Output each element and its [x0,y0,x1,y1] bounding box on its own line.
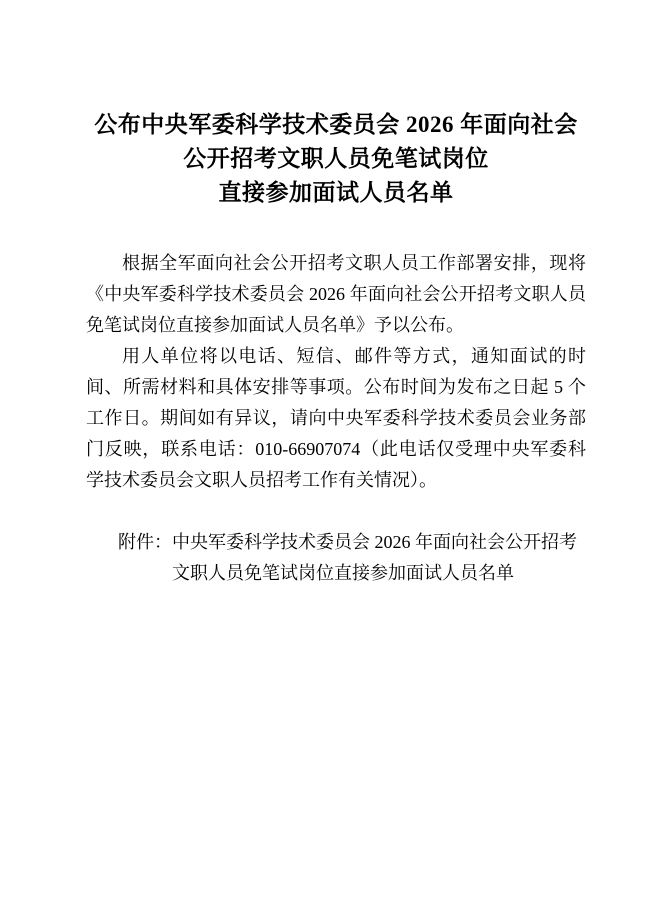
document-content [86,108,586,589]
title-line-2: 公开招考文职人员免笔试岗位 [183,146,489,171]
title-line-3: 直接参加面试人员名单 [218,180,454,205]
document-title [86,108,586,210]
attachment-text: 中央军委科学技术委员会 2026 年面向社会公开招考文职人员免笔试岗位直接参加面试人员名单 [172,532,577,583]
attachment-note [86,527,586,589]
document-body [86,248,586,496]
attachment-label: 附件： [118,532,172,552]
paragraph-announcement: 根据全军面向社会公开招考文职人员工作部署安排，现将《中央军委科学技术委员会 2026 年面向社会公开招考文职人员免笔试岗位直接参加面试人员名单》予以公布。 [86,253,586,335]
title-line-1: 公布中央军委科学技术委员会 2026 年面向社会 [94,112,578,137]
paragraph-contact-info: 用人单位将以电话、短信、邮件等方式，通知面试的时间、所需材料和具体安排等事项。公布时间为发布之日起 5 个工作日。期间如有异议，请向中央军委科学技术委员会业务部门反映，联系电话：010-66907074（此电话仅受理中央军委科学技术委员会文职人员招考工作有关情况）。 [86,346,586,490]
